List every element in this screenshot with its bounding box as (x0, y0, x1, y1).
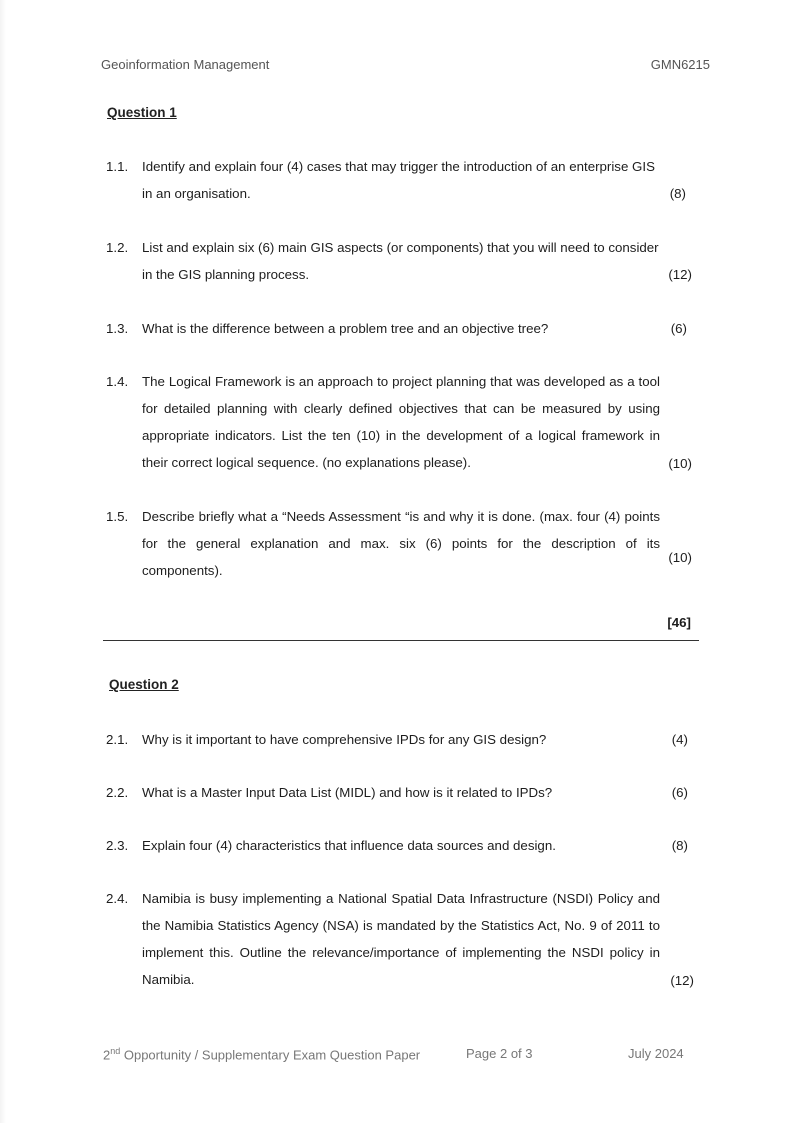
question-item-2-1 (106, 726, 694, 753)
item-marks: (8) (669, 186, 686, 201)
footer-paper-text: Opportunity / Supplementary Exam Question Paper (120, 1047, 421, 1063)
footer-paper-title (103, 1046, 420, 1062)
item-marks: (6) (671, 785, 688, 800)
item-number: 2.3. (106, 838, 129, 853)
item-number: 2.4. (106, 891, 129, 906)
question-item-1-4 (106, 368, 694, 476)
item-number: 1.5. (106, 509, 129, 524)
item-text: Explain four (4) characteristics that influence data sources and design. (142, 838, 556, 853)
item-marks: (12) (670, 973, 694, 988)
page-number: Page 2 of 3 (466, 1046, 533, 1061)
item-number: 2.1. (106, 732, 129, 747)
item-text: Why is it important to have comprehensive IPDs for any GIS design? (142, 732, 547, 747)
item-number: 2.2. (106, 785, 129, 800)
question-item-2-4 (106, 885, 694, 993)
page-header (101, 57, 710, 75)
item-number: 1.1. (106, 159, 129, 174)
question-1-total: [46] (667, 615, 691, 630)
item-number: 1.2. (106, 240, 129, 255)
question-item-2-3 (106, 832, 694, 859)
question-item-1-5 (106, 503, 694, 584)
item-text: What is a Master Input Data List (MIDL) and how is it related to IPDs? (142, 785, 553, 800)
course-name: Geoinformation Management (101, 57, 270, 72)
footer-ordinal-suffix: nd (110, 1046, 121, 1056)
item-marks: (12) (668, 267, 692, 282)
question-item-1-3 (106, 315, 694, 342)
item-text: What is the difference between a problem tree and an objective tree? (142, 321, 549, 336)
question-item-2-2 (106, 779, 694, 806)
item-text: List and explain six (6) main GIS aspects (or components) that you will need to consider in the GIS planning process. (142, 240, 659, 282)
item-number: 1.3. (106, 321, 129, 336)
item-text: The Logical Framework is an approach to project planning that was developed as a tool for detailed planning with clearly defined objectives that can be measured by using appropriate indicators. List the ten (10) in the development of a logical framework in their correct logical sequence. (no explanations please). (142, 374, 660, 470)
item-marks: (6) (670, 321, 687, 336)
question-1-title: Question 1 (107, 105, 177, 120)
item-marks: (10) (668, 456, 692, 471)
question-item-1-2 (106, 234, 694, 288)
course-code: GMN6215 (650, 57, 710, 72)
item-marks: (4) (671, 732, 688, 747)
section-divider (103, 640, 699, 641)
item-text: Describe briefly what a “Needs Assessment “is and why it is done. (max. four (4) points for the general explanation and max. six (6) points for the description of its components). (142, 509, 660, 578)
footer-opportunity-number: 2 (103, 1047, 111, 1063)
item-marks: (10) (668, 550, 692, 565)
item-number: 1.4. (106, 374, 129, 389)
question-2-title: Question 2 (109, 677, 179, 692)
scan-edge (0, 0, 6, 1123)
exam-date: July 2024 (628, 1046, 684, 1061)
item-text: Namibia is busy implementing a National Spatial Data Infrastructure (NSDI) Policy and the Namibia Statistics Agency (NSA) is mandated by the Statistics Act, No. 9 of 2011 to implement this. Outline the relevance/importance of implementing the NSDI policy in Namibia. (142, 891, 660, 987)
item-text: Identify and explain four (4) cases that may trigger the introduction of an enterprise GIS in an organisation. (142, 159, 655, 201)
item-marks: (8) (671, 838, 688, 853)
question-item-1-1 (106, 153, 694, 207)
